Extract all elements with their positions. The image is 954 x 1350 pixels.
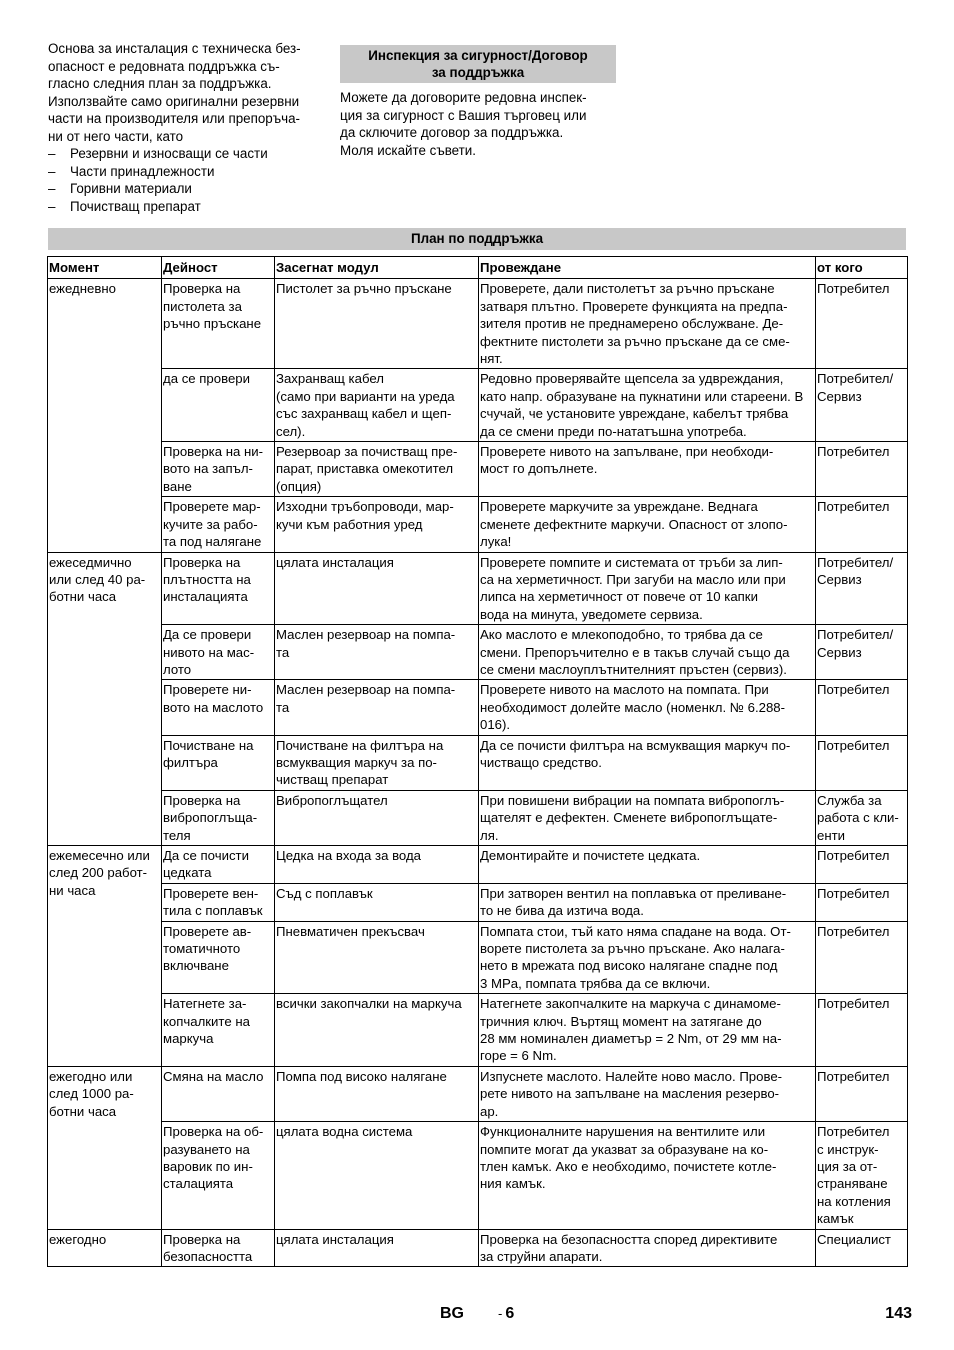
cell-action — [479, 1229, 816, 1267]
parts-list — [48, 145, 326, 215]
cell-action — [479, 369, 816, 442]
action-text: Функционалните нарушения на вентилите или помпите могат да указват за образуване на ко- тлен камък. Ако е необходимо, почистете котле- ния камък. — [480, 1124, 777, 1192]
moment-text: ежегодно — [49, 1231, 107, 1247]
activity-text: Натегнете за- копчалките на маркуча — [163, 996, 250, 1047]
module-text: Помпа под високо налягане — [276, 1068, 447, 1084]
cell-who — [816, 625, 908, 680]
cell-who — [816, 1229, 908, 1267]
table-row — [48, 279, 908, 369]
section-page: - 6 — [498, 1305, 515, 1322]
module-text: Вибропоглъщател — [276, 792, 388, 808]
cell-who — [816, 994, 908, 1067]
cell-activity — [162, 1066, 275, 1121]
activity-text: Проверка на плътността на инсталацията — [163, 554, 251, 605]
who-text: Потребител с инструк- ция за от- страняване на котления камък — [817, 1124, 891, 1227]
cell-activity — [162, 790, 275, 845]
action-text: Помпата стои, тъй като няма спадане на вода. От- ворете пистолета за ръчно пръскане. Ако налага- нето в мрежата под високо налягане спадне под 3 MPa, помпата трябва да се включи. — [480, 923, 791, 991]
cell-activity — [162, 497, 275, 552]
table-row — [48, 1066, 908, 1121]
cell-module — [275, 735, 479, 790]
who-text: Специалист — [817, 1231, 891, 1247]
cell-activity — [162, 1229, 275, 1267]
action-text: Натегнете закопчалките на маркуча с динамоме- тричния ключ. Въртящ момент на затягане до 28 мм номинален диаметър = 2 Nm, от 29 мм на- горе = 6 Nm. — [480, 996, 782, 1064]
cell-module — [275, 497, 479, 552]
inspection-text: Можете да договорите редовна инспек- ция за сигурност с Вашия търговец или да сключите договор за поддръжка. Моля искайте съвети. — [340, 90, 587, 158]
activity-text: Проверете вен- тила с поплавък — [163, 885, 263, 919]
cell-action — [479, 735, 816, 790]
page-number: 143 — [885, 1305, 912, 1322]
action-text: Проверка на безопасността според директивите за струйни апарати. — [480, 1231, 778, 1264]
header-action: Провеждане — [479, 257, 816, 279]
cell-action — [479, 790, 816, 845]
table-row — [48, 790, 908, 845]
header-who: от кого — [816, 257, 908, 279]
table-row — [48, 846, 908, 884]
cell-who — [816, 883, 908, 921]
action-text: Редовно проверявайте щепсела за удвреждания, като напр. образуване на пукнатини или стареени. В счучай, че установите увреждане, кабелът трябва да се смени преди по-нататъшна употреба. — [480, 371, 804, 439]
activity-text: Да се почисти цедката — [163, 848, 249, 881]
cell-activity — [162, 552, 275, 625]
cell-action — [479, 279, 816, 369]
cell-moment — [48, 846, 162, 1067]
activity-text: Проверка на ни- вото на запъл- ване — [163, 444, 264, 494]
list-item: – Почистващ препарат — [48, 198, 201, 214]
table-row — [48, 1229, 908, 1267]
module-text: Маслен резервоар на помпа- та — [276, 627, 456, 660]
activity-text: Проверка на вибропоглъща- теля — [163, 792, 258, 843]
module-text: Съд с поплавък — [276, 885, 373, 901]
module-text: Изходни тръбопроводи, мар- кучи към работния уред — [276, 499, 454, 532]
action-text: Проверете нивото на маслото на помпата. При необходимост долейте масло (номенкл. № 6.288- 016). — [480, 682, 786, 733]
cell-action — [479, 921, 816, 994]
cell-who — [816, 1122, 908, 1229]
cell-moment — [48, 1229, 162, 1267]
table-row — [48, 994, 908, 1067]
module-text: Пневматичен прекъсвач — [276, 923, 425, 939]
action-text: Проверете, дали пистолетът за ръчно пръскане затваря плътно. Проверете функцията на предпа- зителя против не преднамерено обслужване. Де- фектните пистолети за ръчно пръскане да се сме- нят. — [480, 281, 790, 367]
activity-text: Проверете ав- томатичното включване — [163, 923, 252, 974]
cell-module — [275, 625, 479, 680]
cell-moment — [48, 552, 162, 846]
activity-text: Проверете мар- кучите за рабо- та под налягане — [163, 499, 262, 550]
cell-module — [275, 369, 479, 442]
module-text: Пистолет за ръчно пръскане — [276, 281, 452, 297]
who-text: Потребител — [817, 444, 890, 460]
cell-action — [479, 1122, 816, 1229]
action-text: Ако маслото е млекоподобно, то трябва да се смени. Препоръчително е в такъв случай също да се смени маслоуплътнителният пръстен (сервиз). — [480, 627, 790, 677]
who-text: Потребител — [817, 682, 890, 698]
list-item: – Горивни материали — [48, 181, 192, 196]
cell-module — [275, 883, 479, 921]
moment-text: ежемесечно или след 200 работ- ни часа — [49, 848, 150, 898]
table-header-row — [48, 257, 908, 279]
moment-text: ежеседмично или след 40 ра- ботни часа — [49, 554, 146, 605]
cell-who — [816, 497, 908, 552]
cell-who — [816, 790, 908, 845]
header-activity: Дейност — [162, 257, 275, 279]
who-text: Потребител/ Сервиз — [817, 371, 894, 404]
cell-module — [275, 442, 479, 497]
who-text: Потребител/ Сервиз — [817, 627, 894, 660]
cell-module — [275, 1229, 479, 1267]
cell-who — [816, 552, 908, 625]
cell-who — [816, 921, 908, 994]
module-text: всички закопчалки на маркуча — [276, 996, 462, 1012]
action-text: При затворен вентил на поплавъка от преливане- то не бива да изтича вода. — [480, 885, 787, 919]
cell-module — [275, 1122, 479, 1229]
maintenance-plan-heading: План по поддръжка — [48, 228, 906, 250]
cell-module — [275, 1066, 479, 1121]
cell-module — [275, 790, 479, 845]
cell-activity — [162, 680, 275, 735]
language-code: BG — [440, 1305, 464, 1322]
who-text: Служба за работа с кли- енти — [817, 792, 899, 843]
table-row — [48, 497, 908, 552]
who-text: Потребител — [817, 848, 890, 863]
module-text: цялата инсталация — [276, 1231, 394, 1247]
header-moment: Момент — [48, 257, 162, 279]
cell-who — [816, 680, 908, 735]
activity-text: да се провери — [163, 371, 250, 387]
list-item: – Резервни и износващи се части — [48, 146, 268, 161]
action-text: Проверете помпите и системата от тръби за лип- са на херметичност. При загуби на масло или при липса на херметичност от повече от 10 капки вода на минута, уведомете сервиза. — [480, 554, 786, 622]
who-text: Потребител — [817, 996, 890, 1012]
table-row — [48, 552, 908, 625]
module-text: Резервоар за почистващ пре- парат, приставка омекотител (опция) — [276, 444, 458, 494]
cell-action — [479, 680, 816, 735]
action-text: Изпуснете маслото. Налейте ново масло. Прове- рете нивото на запълване на масления резерво- ар. — [480, 1068, 783, 1119]
module-text: Цедка на входа за вода — [276, 848, 421, 863]
maintenance-plan-table — [47, 256, 908, 1267]
who-text: Потребител — [817, 1068, 890, 1084]
cell-action — [479, 994, 816, 1067]
table-row — [48, 625, 908, 680]
cell-action — [479, 497, 816, 552]
cell-activity — [162, 625, 275, 680]
header-module: Засегнат модул — [275, 257, 479, 279]
cell-moment — [48, 1066, 162, 1229]
cell-module — [275, 994, 479, 1067]
cell-who — [816, 846, 908, 884]
who-text: Потребител — [817, 737, 890, 753]
activity-text: Проверка на об- разуването на варовик по ин- сталацията — [163, 1124, 264, 1192]
action-text: Проверете нивото на запълване, при необходи- мост го допълнете. — [480, 444, 774, 477]
activity-text: Проверка на пистолета за ръчно пръскане — [163, 281, 262, 332]
action-text: Проверете маркучите за увреждане. Веднага сменете дефектните маркучи. Опасност от злопо- лука! — [480, 499, 788, 550]
table-row — [48, 921, 908, 994]
cell-activity — [162, 279, 275, 369]
cell-who — [816, 1066, 908, 1121]
cell-module — [275, 921, 479, 994]
cell-activity — [162, 846, 275, 884]
cell-action — [479, 1066, 816, 1121]
cell-action — [479, 552, 816, 625]
intro-column — [48, 40, 326, 215]
table-row — [48, 735, 908, 790]
cell-module — [275, 279, 479, 369]
cell-moment — [48, 279, 162, 552]
module-text: Маслен резервоар на помпа- та — [276, 682, 456, 715]
action-text: Да се почисти филтъра на всмукващия маркуч по- чистващо средство. — [480, 737, 791, 770]
cell-action — [479, 625, 816, 680]
cell-who — [816, 442, 908, 497]
cell-module — [275, 552, 479, 625]
table-row — [48, 680, 908, 735]
activity-text: Смяна на масло — [163, 1068, 264, 1084]
who-text: Потребител — [817, 499, 890, 515]
cell-who — [816, 279, 908, 369]
table-row — [48, 1122, 908, 1229]
cell-who — [816, 735, 908, 790]
intro-paragraph: Основа за инсталация с техническа без- опасност е редовната поддръжка съ- гласно следния план за поддръжка. Използвайте само оригинални резервни части на производителя или препоръча- ни от него части, като — [48, 41, 301, 144]
who-text: Потребител — [817, 923, 890, 939]
action-text: Демонтирайте и почистете цедката. — [480, 848, 701, 863]
cell-action — [479, 883, 816, 921]
cell-module — [275, 846, 479, 884]
table-body — [48, 279, 908, 1267]
table-row — [48, 883, 908, 921]
who-text: Потребител — [817, 885, 890, 901]
module-text: цялата водна система — [276, 1124, 413, 1140]
module-text: цялата инсталация — [276, 554, 394, 570]
action-text: При повишени вибрации на помпата вибропоглъ- щателят е дефектен. Сменете вибропоглъщате- ля. — [480, 792, 785, 843]
who-text: Потребител/ Сервиз — [817, 554, 894, 587]
module-text: Захранващ кабел (само при варианти на уреда със захранващ кабел и щеп- сел). — [276, 371, 455, 439]
list-item: – Части принадлежности — [48, 163, 215, 179]
table-row — [48, 442, 908, 497]
who-text: Потребител — [817, 281, 890, 297]
cell-activity — [162, 735, 275, 790]
cell-who — [816, 369, 908, 442]
activity-text: Да се провери нивото на мас- лото — [163, 627, 255, 677]
moment-text: ежедневно — [49, 281, 116, 297]
inspection-heading: Инспекция за сигурност/Договор за поддръжка — [340, 45, 616, 83]
activity-text: Проверете ни- вото на маслото — [163, 682, 264, 715]
activity-text: Проверка на безопасността — [163, 1231, 253, 1264]
cell-module — [275, 680, 479, 735]
cell-activity — [162, 1122, 275, 1229]
activity-text: Почистване на филтъра — [163, 737, 254, 770]
cell-activity — [162, 994, 275, 1067]
cell-activity — [162, 442, 275, 497]
cell-action — [479, 442, 816, 497]
module-text: Почистване на филтъра на всмукващия маркуч за по- чистващ препарат — [276, 737, 444, 788]
inspection-column — [340, 45, 616, 159]
moment-text: ежегодно или след 1000 ра- ботни часа — [49, 1068, 134, 1119]
cell-activity — [162, 883, 275, 921]
cell-activity — [162, 921, 275, 994]
table-row — [48, 369, 908, 442]
cell-action — [479, 846, 816, 884]
cell-activity — [162, 369, 275, 442]
